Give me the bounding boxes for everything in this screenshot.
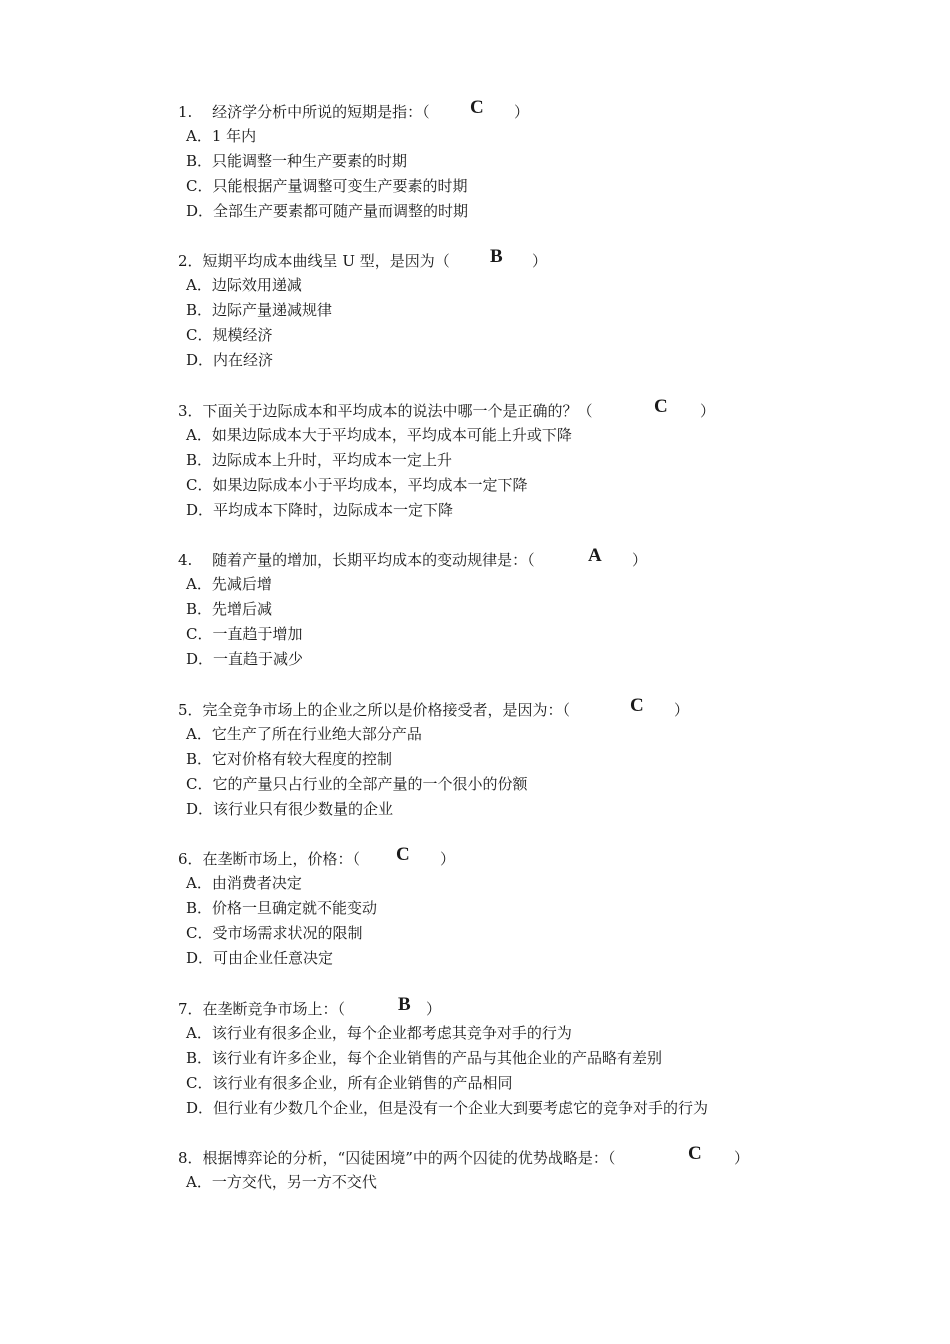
option-a: A．边际效用递减 bbox=[186, 276, 302, 294]
option-d: D．平均成本下降时，边际成本一定下降 bbox=[186, 501, 454, 519]
option-d: D．内在经济 bbox=[186, 351, 274, 369]
answer-mark: C bbox=[396, 844, 410, 865]
option-b: B．先增后减 bbox=[186, 600, 273, 618]
question-stem-line bbox=[178, 1143, 858, 1170]
question-stem-line bbox=[178, 545, 858, 572]
answer-mark: C bbox=[470, 97, 484, 118]
question-stem: 5．完全竞争市场上的企业之所以是价格接受者，是因为：（ bbox=[178, 701, 571, 719]
close-paren: ） bbox=[700, 402, 716, 420]
option-a: A．先减后增 bbox=[186, 575, 272, 593]
question-stem-line bbox=[178, 844, 858, 871]
option-d: D．一直趋于减少 bbox=[186, 650, 304, 668]
question-4 bbox=[178, 545, 858, 672]
answer-mark: B bbox=[490, 246, 503, 267]
option-b: B．边际成本上升时，平均成本一定上升 bbox=[186, 451, 453, 469]
option-b: B．边际产量递减规律 bbox=[186, 301, 333, 319]
option-a: A．一方交代，另一方不交代 bbox=[186, 1173, 377, 1191]
option-a: A．如果边际成本大于平均成本，平均成本可能上升或下降 bbox=[186, 426, 572, 444]
close-paren: ） bbox=[514, 103, 530, 121]
option-d: D．全部生产要素都可随产量而调整的时期 bbox=[186, 202, 469, 220]
option-d: D．可由企业任意决定 bbox=[186, 949, 334, 967]
question-7 bbox=[178, 994, 858, 1121]
question-stem-line bbox=[178, 396, 858, 423]
question-stem: 6．在垄断市场上，价格：（ bbox=[178, 850, 361, 868]
close-paren: ） bbox=[426, 1000, 442, 1018]
answer-mark: C bbox=[688, 1143, 702, 1164]
option-a: A．该行业有很多企业，每个企业都考虑其竞争对手的行为 bbox=[186, 1024, 572, 1042]
question-stem-line bbox=[178, 695, 858, 722]
option-c: C．规模经济 bbox=[186, 326, 273, 344]
answer-mark: A bbox=[588, 545, 602, 566]
question-1 bbox=[178, 97, 858, 224]
option-b: B．只能调整一种生产要素的时期 bbox=[186, 152, 408, 170]
option-b: B．价格一旦确定就不能变动 bbox=[186, 899, 378, 917]
option-c: C．一直趋于增加 bbox=[186, 625, 303, 643]
question-stem-line bbox=[178, 246, 858, 273]
question-stem: 2．短期平均成本曲线呈 U 型，是因为（ bbox=[178, 252, 450, 270]
option-c: C．只能根据产量调整可变生产要素的时期 bbox=[186, 177, 468, 195]
question-3 bbox=[178, 396, 858, 523]
question-stem: 1. 经济学分析中所说的短期是指：（ bbox=[178, 103, 430, 121]
answer-mark: B bbox=[398, 994, 411, 1015]
answer-mark: C bbox=[654, 396, 668, 417]
option-b: B．该行业有许多企业，每个企业销售的产品与其他企业的产品略有差别 bbox=[186, 1049, 663, 1067]
question-stem: 7．在垄断竞争市场上：（ bbox=[178, 1000, 346, 1018]
option-c: C．如果边际成本小于平均成本，平均成本一定下降 bbox=[186, 476, 528, 494]
option-a: A．1 年内 bbox=[186, 127, 257, 145]
question-stem-line bbox=[178, 97, 858, 124]
close-paren: ） bbox=[440, 850, 456, 868]
question-stem: 8．根据博弈论的分析，“囚徒困境”中的两个囚徒的优势战略是：（ bbox=[178, 1149, 616, 1167]
option-c: C．该行业有很多企业，所有企业销售的产品相同 bbox=[186, 1074, 513, 1092]
close-paren: ） bbox=[632, 551, 648, 569]
close-paren: ） bbox=[674, 701, 690, 719]
option-d: D．但行业有少数几个企业，但是没有一个企业大到要考虑它的竞争对手的行为 bbox=[186, 1099, 709, 1117]
close-paren: ） bbox=[734, 1149, 750, 1167]
answer-mark: C bbox=[630, 695, 644, 716]
question-stem: 3．下面关于边际成本和平均成本的说法中哪一个是正确的？（ bbox=[178, 402, 593, 420]
question-5 bbox=[178, 695, 858, 822]
option-a: A．它生产了所在行业绝大部分产品 bbox=[186, 725, 422, 743]
option-a: A．由消费者决定 bbox=[186, 874, 302, 892]
close-paren: ） bbox=[532, 252, 548, 270]
option-c: C．它的产量只占行业的全部产量的一个很小的份额 bbox=[186, 775, 528, 793]
question-6 bbox=[178, 844, 858, 971]
question-8 bbox=[178, 1143, 858, 1195]
question-stem: 4. 随着产量的增加，长期平均成本的变动规律是：（ bbox=[178, 551, 535, 569]
option-b: B．它对价格有较大程度的控制 bbox=[186, 750, 393, 768]
option-d: D．该行业只有很少数量的企业 bbox=[186, 800, 394, 818]
question-2 bbox=[178, 246, 858, 373]
option-c: C．受市场需求状况的限制 bbox=[186, 924, 363, 942]
question-stem-line bbox=[178, 994, 858, 1021]
